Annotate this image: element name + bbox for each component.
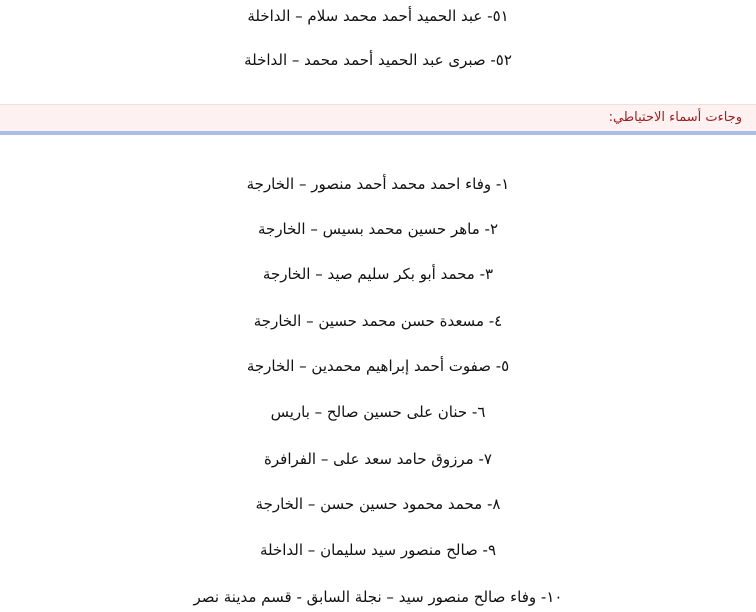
list-item: ٩- صالح منصور سيد سليمان – الداخلة: [259, 541, 497, 559]
list-item: ٥٢- صبرى عبد الحميد أحمد محمد – الداخلة: [244, 51, 512, 69]
list-item: ٥- صفوت أحمد إبراهيم محمدين – الخارجة: [246, 357, 510, 375]
list-item: ٣- محمد أبو بكر سليم صيد – الخارجة: [262, 265, 494, 283]
reserve-header-label: وجاءت أسماء الاحتياطي:: [608, 110, 742, 125]
list-item: ٥١- عبد الحميد أحمد محمد سلام – الداخلة: [247, 7, 509, 25]
list-item: ١- وفاء احمد محمد أحمد منصور – الخارجة: [246, 175, 510, 193]
list-item: ٢- ماهر حسين محمد بسيس – الخارجة: [258, 220, 498, 238]
list-item: ١٠- وفاء صالح منصور سيد – نجلة السابق - قسم مدينة نصر: [193, 588, 563, 606]
list-item: ٦- حنان على حسين صالح – باريس: [270, 403, 486, 421]
list-item: ٤- مسعدة حسن محمد حسين – الخارجة: [253, 312, 503, 330]
list-item: ٧- مرزوق حامد سعد على – الفرافرة: [264, 450, 492, 468]
list-item: ٨- محمد محمود حسين حسن – الخارجة: [255, 495, 501, 513]
reserve-section-header: [0, 105, 756, 135]
